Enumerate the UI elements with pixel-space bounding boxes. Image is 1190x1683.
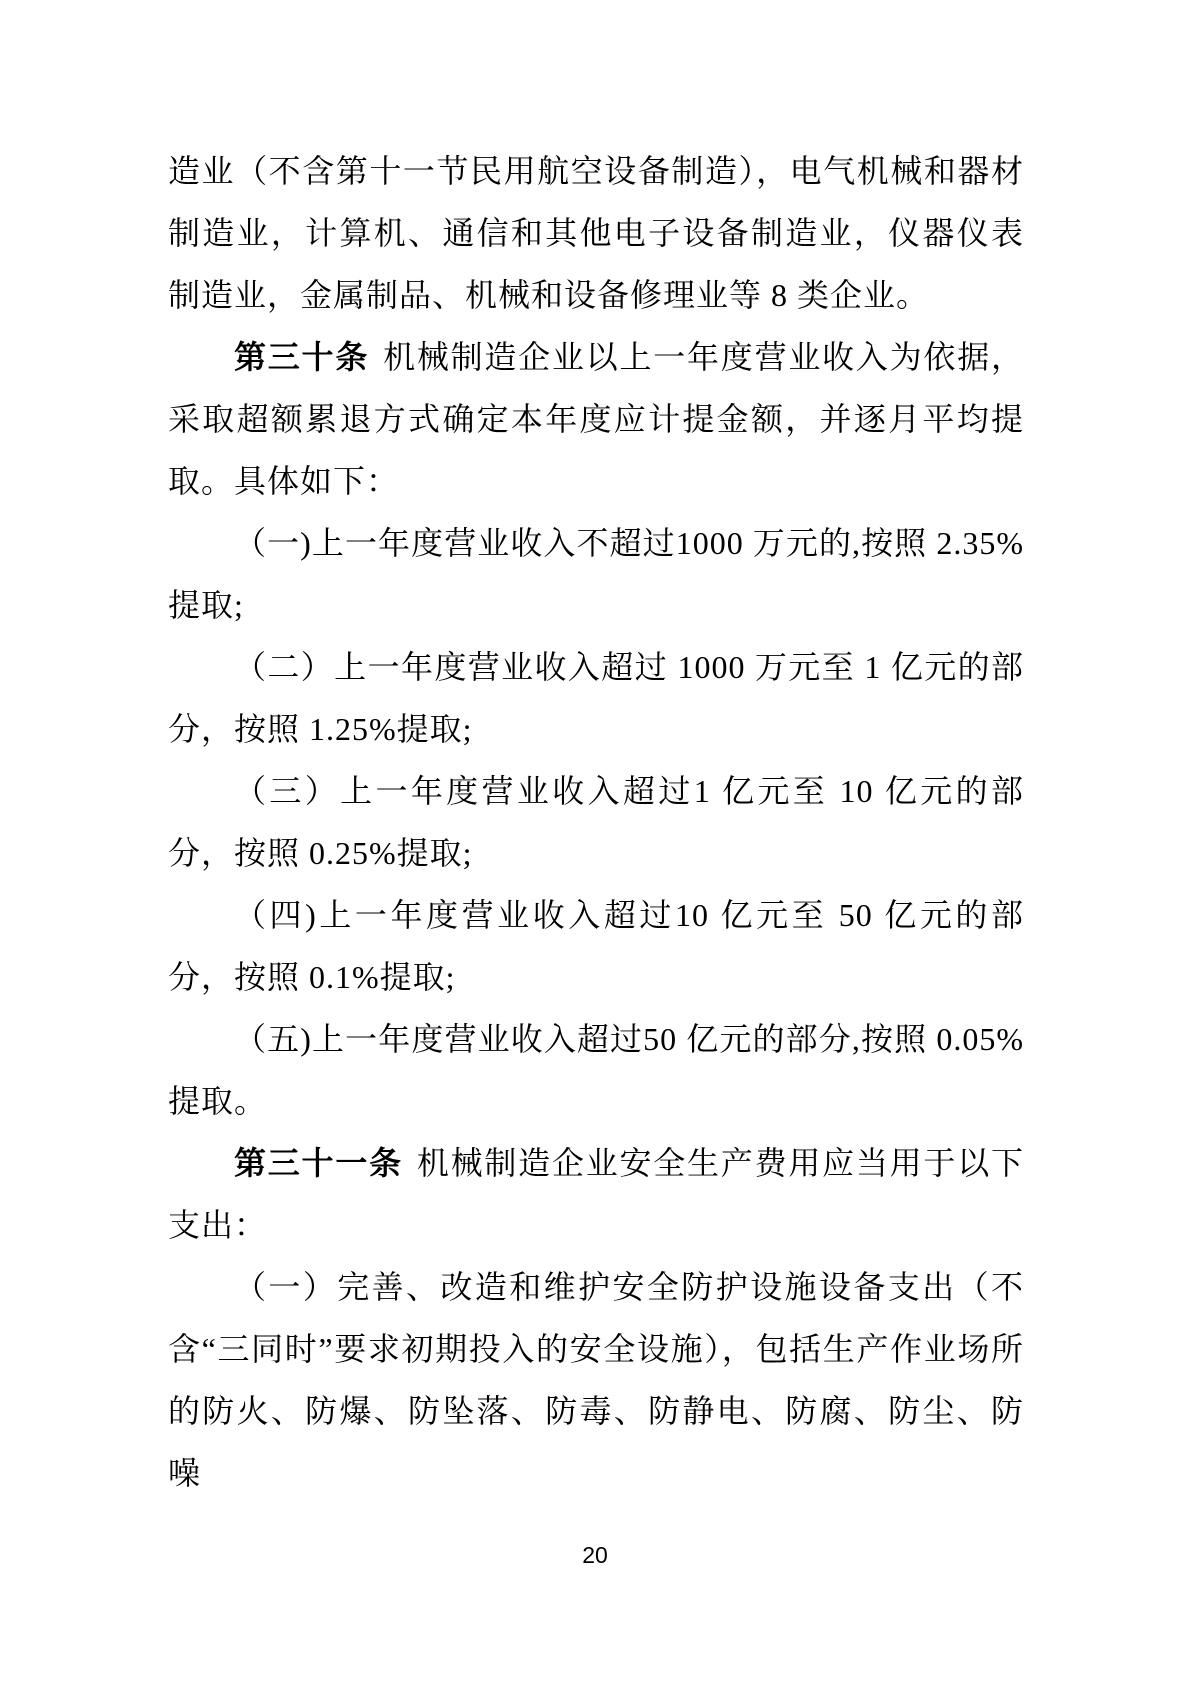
paragraph-text: （一)上一年度营业收入不超过1000 万元的,按照 2.35%提取; <box>168 525 1024 623</box>
paragraph-text: （二）上一年度营业收入超过 1000 万元至 1 亿元的部分，按照 1.25%提取; <box>168 649 1024 747</box>
paragraph-item-4 <box>168 884 1024 1008</box>
paragraph-expense-item-1 <box>168 1256 1024 1504</box>
paragraph-text: （三）上一年度营业收入超过1 亿元至 10 亿元的部分，按照 0.25%提取; <box>168 773 1024 871</box>
paragraph-text: （四)上一年度营业收入超过10 亿元至 50 亿元的部分，按照 0.1%提取; <box>168 897 1024 995</box>
paragraph-text: 机械制造企业安全生产费用应当用于以下支出： <box>168 1145 1024 1243</box>
paragraph-item-1 <box>168 512 1024 636</box>
paragraph-text: （五)上一年度营业收入超过50 亿元的部分,按照 0.05%提取。 <box>168 1021 1024 1119</box>
article-number-label: 第三十条 <box>234 339 370 375</box>
paragraph-item-5 <box>168 1008 1024 1132</box>
paragraph-item-2 <box>168 636 1024 760</box>
document-body <box>168 140 1024 1504</box>
article-number-label: 第三十一条 <box>234 1145 403 1181</box>
paragraph-text: 机械制造企业以上一年度营业收入为依据，采取超额累退方式确定本年度应计提金额，并逐月平均提取。具体如下： <box>168 339 1024 499</box>
paragraph-continuation <box>168 140 1024 326</box>
paragraph-text: （一）完善、改造和维护安全防护设施设备支出（不含“三同时”要求初期投入的安全设施），包括生产作业场所的防火、防爆、防坠落、防毒、防静电、防腐、防尘、防噪 <box>168 1269 1024 1491</box>
paragraph-item-3 <box>168 760 1024 884</box>
paragraph-article-30 <box>168 326 1024 512</box>
page-number: 20 <box>582 1542 608 1568</box>
paragraph-text: 造业（不含第十一节民用航空设备制造），电气机械和器材制造业，计算机、通信和其他电子设备制造业，仪器仪表制造业，金属制品、机械和设备修理业等 8 类企业。 <box>168 153 1024 313</box>
paragraph-article-31 <box>168 1132 1024 1256</box>
